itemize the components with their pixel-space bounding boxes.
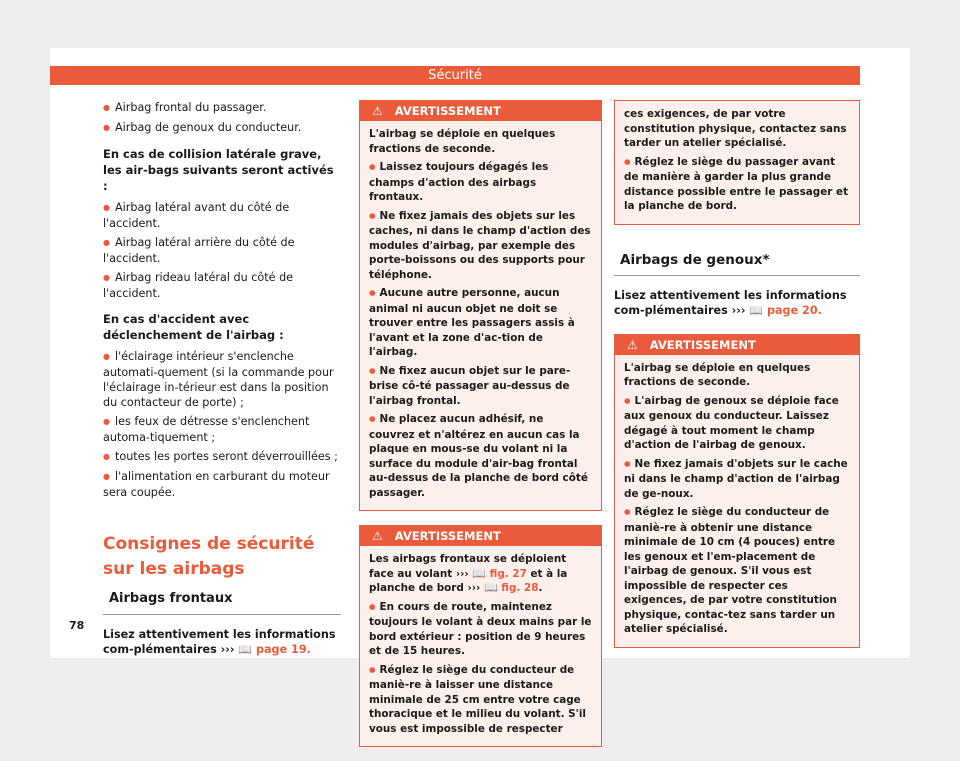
warning-item: ● Laissez toujours dégagés les champs d'action des airbags frontaux. xyxy=(369,160,592,205)
warning-item: ● Réglez le siège du passager avant de manière à garder la plus grande distance possible entre le passager et la planche de bord. xyxy=(624,155,850,214)
list-item: ● Airbag latéral arrière du côté de l'accident. xyxy=(103,235,341,266)
warning-item: ● Aucune autre personne, aucun animal ni aucun objet ne doit se trouver entre les passagers assis à l'avant et la zone d'ac-tion de l'airbag. xyxy=(369,286,592,360)
book-icon: 📖 xyxy=(472,566,487,580)
chapter-header: Sécurité xyxy=(50,66,860,85)
column-middle xyxy=(359,100,602,761)
warning-item: ● En cours de route, maintenez toujours le volant à deux mains par le bord extérieur : position de 9 heures et de 15 heures. xyxy=(369,600,592,659)
warning-header xyxy=(615,335,859,355)
book-icon: 📖 xyxy=(749,303,764,317)
warning-item: ● Ne placez aucun adhésif, ne couvrez et n'altérez en aucun cas la plaque en mous-se du volant ni la surface du module d'air-bag frontal au-dessus de la planche de bord côté passager. xyxy=(369,412,592,500)
reference-text: Lisez attentivement les informations com-plémentaires ››› xyxy=(614,288,847,317)
warning-item: ● Ne fixez aucun objet sur le pare-brise cô-té passager au-dessus de l'airbag frontal. xyxy=(369,364,592,409)
warning-item: ● Ne fixez jamais des objets sur les caches, ni dans le champ d'action des modules d'airbag, par exemple des porte-boissons ou des supports pour téléphone. xyxy=(369,209,592,283)
column-right xyxy=(614,100,860,662)
warning-box xyxy=(359,100,602,511)
warning-item: ● Réglez le siège du conducteur de maniè-re à laisser une distance minimale de 25 cm entre votre cage thoracique et le milieu du volant. S'il vous est impossible de respecter xyxy=(369,663,592,737)
warning-box xyxy=(614,334,860,648)
warning-triangle-icon: ⚠ xyxy=(372,529,383,543)
warning-item: ● L'airbag de genoux se déploie face aux genoux du conducteur. Laissez dégagé à tout moment le champ d'action de l'airbag de genoux. xyxy=(624,394,850,453)
column-left xyxy=(103,100,341,661)
warning-intro-text: Les airbags frontaux se déploient face au volant ››› xyxy=(369,553,567,580)
subheading-deployment: En cas d'accident avec déclenchement de l'airbag : xyxy=(103,312,284,342)
reference-paragraph xyxy=(614,288,860,318)
reference-text: Lisez attentivement les informations com-plémentaires ››› xyxy=(103,628,336,656)
warning-continuation: ces exigences, de par votre constitution physique, contactez sans tarder un atelier spécialisé. xyxy=(624,108,847,149)
list-item: ● toutes les portes seront déverrouillées ; xyxy=(103,449,341,465)
warning-triangle-icon: ⚠ xyxy=(372,104,383,118)
warning-body xyxy=(615,101,859,224)
warning-body xyxy=(615,355,859,647)
list-item: ● l'éclairage intérieur s'enclenche automati-quement (si la commande pour l'éclairage in-térieur est dans la position du contacteur de porte) ; xyxy=(103,349,341,410)
warning-item: ● Ne fixez jamais d'objets sur le cache ni dans le champ d'action de l'airbag de ge-noux. xyxy=(624,457,850,502)
section-title: Airbags de genoux* xyxy=(614,251,860,276)
warning-header xyxy=(360,526,601,546)
list-item: ● les feux de détresse s'enclenchent automa-tiquement ; xyxy=(103,414,341,445)
page-reference-link[interactable]: page 19. xyxy=(256,643,311,656)
warning-header xyxy=(360,101,601,121)
warning-intro: L'airbag se déploie en quelques fractions de seconde. xyxy=(369,128,556,155)
list-item: ● l'alimentation en carburant du moteur sera coupée. xyxy=(103,469,341,500)
list-item: ● Airbag rideau latéral du côté de l'accident. xyxy=(103,270,341,301)
warning-intro-text: et à la planche de bord ››› xyxy=(369,567,568,594)
warning-box xyxy=(359,525,602,747)
warning-triangle-icon: ⚠ xyxy=(627,337,638,352)
warning-label: AVERTISSEMENT xyxy=(394,104,501,118)
warning-body xyxy=(360,121,601,510)
book-icon: 📖 xyxy=(238,643,253,656)
subsection-title: Airbags frontaux xyxy=(103,590,341,615)
list-item: ● Airbag frontal du passager. xyxy=(103,100,341,116)
subheading-side-collision: En cas de collision latérale grave, les air-bags suivants seront activés : xyxy=(103,147,334,193)
page-reference-link[interactable]: page 20. xyxy=(767,303,822,317)
warning-intro xyxy=(369,552,592,596)
punctuation: . xyxy=(538,582,543,594)
warning-box-continued xyxy=(614,100,860,225)
figure-reference-link[interactable]: fig. 28 xyxy=(501,582,539,594)
page-number: 78 xyxy=(69,619,85,632)
book-icon: 📖 xyxy=(483,581,498,594)
list-item: ● Airbag de genoux du conducteur. xyxy=(103,120,341,136)
warning-item: ● Réglez le siège du conducteur de maniè-re à obtenir une distance minimale de 10 cm (4 pouces) entre les genoux et l'em-placement de l'airbag de genoux. S'il vous est impossible de respecter ces exigences, de par votre constitution physique, contac-tez sans tarder un atelier spécialisé. xyxy=(624,505,850,637)
figure-reference-link[interactable]: fig. 27 xyxy=(489,567,527,580)
section-title: Consignes de sécurité sur les airbags xyxy=(103,534,315,579)
warning-intro: L'airbag se déploie en quelques fractions de seconde. xyxy=(624,361,811,388)
list-item: ● Airbag latéral avant du côté de l'accident. xyxy=(103,200,341,231)
warning-label: AVERTISSEMENT xyxy=(649,337,756,352)
warning-body xyxy=(360,546,601,746)
reference-paragraph xyxy=(103,627,341,657)
warning-label: AVERTISSEMENT xyxy=(394,529,501,543)
